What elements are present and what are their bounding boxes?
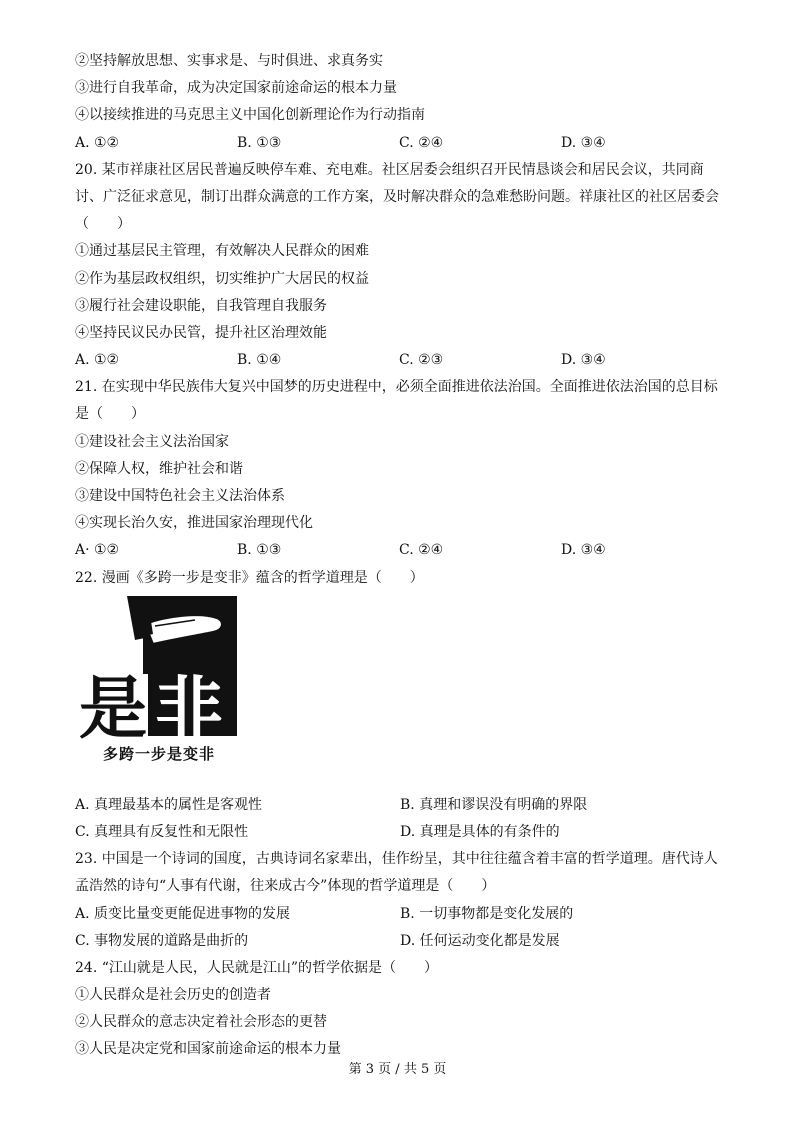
- cartoon-char-right: 非: [155, 669, 224, 749]
- option-a: A. 真理最基本的属性是客观性: [75, 796, 263, 813]
- q20-item: ②作为基层政权组织，切实维护广大居民的权益: [75, 270, 369, 287]
- option-d: D. ③④: [561, 134, 606, 151]
- option-a: A. ①②: [75, 352, 120, 369]
- q21-item: ④实现长治久安，推进国家治理现代化: [75, 515, 313, 532]
- question-24-stem: 24. “江山就是人民，人民就是江山”的哲学依据是（ ）: [75, 959, 439, 976]
- text-line: ②坚持解放思想、实事求是、与时俱进、求真务实: [75, 53, 383, 69]
- option-c: C. ②③: [399, 352, 444, 369]
- q20-item: ①通过基层民主管理，有效解决人民群众的困难: [75, 243, 369, 260]
- option-c: C. ②④: [399, 542, 444, 559]
- q20-options: [75, 347, 735, 374]
- cartoon-char-left: 是: [79, 669, 148, 749]
- option-c: C. 事物发展的道路是曲折的: [75, 932, 249, 949]
- q23-options-row1: [75, 901, 735, 928]
- question-20-stem: 20. 某市祥康社区居民普遍反映停车难、充电难。社区居委会组织召开民情恳谈会和居民会议，共同商: [75, 161, 704, 178]
- q23-options-row2: [75, 928, 735, 955]
- q22-options-row2: [75, 819, 735, 846]
- cartoon-caption: 多跨一步是变非: [103, 744, 216, 763]
- q21-options: [75, 537, 735, 564]
- question-22-stem: 22. 漫画《多跨一步是变非》蕴含的哲学道理是（ ）: [75, 569, 424, 586]
- q20-item: ④坚持民议民办民管，提升社区治理效能: [75, 324, 327, 341]
- question-20-stem: （ ）: [75, 216, 131, 233]
- option-d: D. 真理是具体的有条件的: [400, 823, 560, 840]
- option-b: B. 真理和谬误没有明确的界限: [400, 796, 588, 813]
- option-b: B. ①③: [237, 542, 282, 559]
- q20-item: ③履行社会建设职能，自我管理自我服务: [75, 297, 327, 314]
- question-23-stem: 孟浩然的诗句“人事有代谢，往来成古今”体现的哲学道理是（ ）: [75, 878, 496, 895]
- option-d: D. ③④: [561, 352, 606, 369]
- option-a: A. ①②: [75, 134, 120, 151]
- question-23-stem: 23. 中国是一个诗词的国度，古典诗词名家辈出，佳作纷呈，其中往往蕴含着丰富的哲学道理。唐代诗人: [75, 851, 718, 868]
- text-line: ④以接续推进的马克思主义中国化创新理论作为行动指南: [75, 107, 425, 124]
- document-page: [75, 48, 735, 1064]
- q21-item: ①建设社会主义法治国家: [75, 433, 229, 450]
- q24-item: ①人民群众是社会历史的创造者: [75, 987, 271, 1004]
- cartoon-image: [75, 596, 240, 786]
- q21-item: ③建设中国特色社会主义法治体系: [75, 488, 285, 504]
- q19-options: [75, 130, 735, 157]
- q22-options-row1: [75, 792, 735, 819]
- option-b: B. ①④: [237, 352, 282, 369]
- option-a: A. 质变比量变更能促进事物的发展: [75, 905, 291, 922]
- option-d: D. 任何运动变化都是发展: [400, 932, 560, 949]
- q24-item: ③人民是决定党和国家前途命运的根本力量: [75, 1041, 341, 1058]
- option-a: A· ①②: [75, 542, 120, 559]
- q24-item: ②人民群众的意志决定着社会形态的更替: [75, 1014, 327, 1031]
- option-b: B. ①③: [237, 134, 282, 151]
- question-21-stem: 是（ ）: [75, 406, 145, 423]
- text-line: ③进行自我革命，成为决定国家前途命运的根本力量: [75, 80, 397, 97]
- question-21-stem: 21. 在实现中华民族伟大复兴中国梦的历史进程中，必须全面推进依法治国。全面推进依法治国的总目标: [75, 379, 718, 396]
- question-20-stem: 讨、广泛征求意见，制订出群众满意的工作方案，及时解决群众的急难愁盼问题。祥康社区的社区居委会: [75, 188, 719, 205]
- option-c: C. ②④: [399, 134, 444, 151]
- option-b: B. 一切事物都是变化发展的: [400, 905, 574, 922]
- option-d: D. ③④: [561, 542, 606, 559]
- option-c: C. 真理具有反复性和无限性: [75, 823, 249, 840]
- q21-item: ②保障人权，维护社会和谐: [75, 460, 243, 477]
- page-footer: 第 3 页 / 共 5 页: [348, 1062, 447, 1077]
